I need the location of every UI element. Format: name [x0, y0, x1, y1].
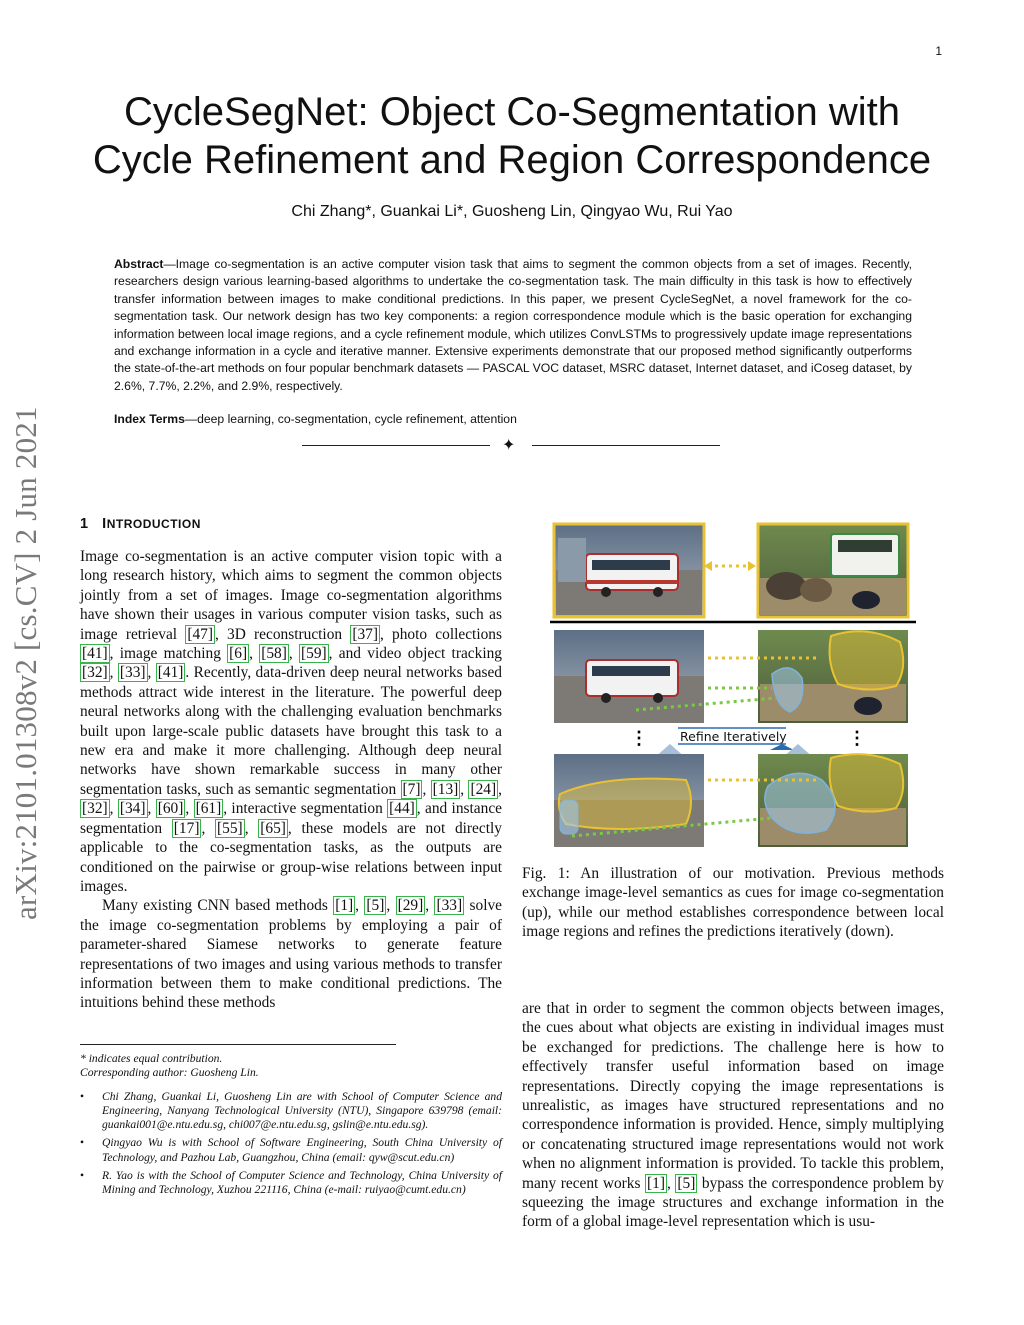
figure-1-caption: Fig. 1: An illustration of our motivation. Previous methods exchange image-level semantics as cues for image co-segmentation (up), while our method establishes correspondence between local image regions and refines the predictions iteratively (down). — [522, 865, 944, 941]
index-terms-text: —deep learning, co-segmentation, cycle refinement, attention — [184, 412, 517, 426]
bullet-icon: • — [80, 1136, 85, 1150]
citation-link[interactable]: [32] — [82, 664, 108, 682]
divider-line-left — [302, 445, 490, 446]
footnote-corresponding-author: Corresponding author: Guosheng Lin. — [80, 1066, 259, 1080]
citation-link[interactable]: [41] — [82, 645, 108, 663]
divider-line-right — [532, 445, 720, 446]
index-terms — [114, 412, 912, 426]
footnote-affiliation: • Qingyao Wu is with School of Software Engineering, South China University of Technology, and Pazhou Lab, Guangzhou, China (email: qyw@scut.edu.cn) — [80, 1136, 502, 1164]
citation-link[interactable]: [33] — [436, 897, 463, 915]
footnotes — [80, 1052, 502, 1198]
section-divider — [302, 436, 722, 454]
citation-link[interactable]: [59] — [301, 645, 327, 663]
image-bus-depot-top — [554, 524, 704, 617]
arrow-head-icon — [748, 561, 756, 571]
citation-link[interactable]: [6] — [229, 645, 248, 663]
bullet-icon: • — [80, 1089, 85, 1103]
divider-star-icon: ✦ — [502, 437, 516, 454]
citation-link[interactable]: [5] — [677, 1174, 696, 1192]
footnote-rule — [80, 1044, 396, 1045]
arxiv-identifier[interactable]: arXiv:2101.01308v2 [cs.CV] 2 Jun 2021 — [8, 406, 43, 920]
citation-link[interactable]: [24] — [470, 780, 497, 798]
refine-arrow-icon — [770, 744, 794, 750]
intro-paragraph-2: Many existing CNN based methods [1] , [5] , [29] , [33] solve the image co-segmentation problems by employing a pair of parameter-shared Siamese networks to generate feature representations of two images and using various methods to transfer information between them to make conditional predictions. The intuitions behind these methods — [80, 897, 503, 1012]
figure-1 — [546, 518, 920, 854]
citation-link[interactable]: [5] — [366, 897, 385, 915]
image-people-bus-mid — [758, 630, 908, 723]
citation-link[interactable]: [1] — [647, 1174, 665, 1192]
citation-link[interactable]: [65] — [260, 819, 286, 837]
citation-link[interactable]: [17] — [173, 819, 200, 837]
footnote-affiliation: • R. Yao is with the School of Computer Science and Technology, China University of Mining and Technology, Xuzhou 221116, China (e-mail: ruiyao@cumt.edu.cn) — [80, 1169, 502, 1197]
right-column-body: are that in order to segment the common objects between images, the cues about what objects are existing in individual images must be exchanged for predictions. The challenge here is how to effectively transfer useful information based on image representations. Directly copying the image representations is unrealistic, as images have structured representations and no correspondence information is provided. Hence, simply multiplying or concatenating structured image representations would not work when no alignment information is provided. To tackle this problem, many recent works [1] , [5] bypass the correspondence problem by squeezing the image structures and exchange information in the form of a global image-level representation which is usu- — [522, 1000, 944, 1231]
citation-link[interactable]: [33] — [119, 664, 146, 682]
image-people-bus-top — [758, 524, 908, 617]
citation-link[interactable]: [32] — [82, 800, 108, 818]
refine-iteratively-label: Refine Iteratively — [680, 729, 787, 744]
citation-link[interactable]: [34] — [119, 800, 146, 818]
index-terms-label: Index Terms — [114, 412, 185, 426]
citation-link[interactable]: [55] — [217, 819, 243, 837]
image-bus-depot-bottom — [554, 754, 704, 847]
section-heading-introduction — [80, 516, 201, 532]
paper-title — [60, 88, 964, 184]
citation-link[interactable]: [60] — [157, 800, 184, 818]
author-list: Chi Zhang*, Guankai Li*, Guosheng Lin, Qingyao Wu, Rui Yao — [291, 203, 733, 220]
footnote-affiliation: • Chi Zhang, Guankai Li, Guosheng Lin are with School of Computer Science and Engineering, Nanyang Technological University (NTU), Singapore 639798 (email: guankai001@e.ntu.edu.sg, chi007@e.ntu.edu.sg, gslin@e.ntu.edu.sg). — [80, 1089, 502, 1132]
abstract — [114, 256, 912, 395]
citation-link[interactable]: [47] — [187, 625, 213, 643]
image-bus-depot-mid — [554, 630, 704, 723]
bullet-icon: • — [80, 1169, 85, 1183]
section-number: 1 — [80, 516, 89, 532]
citation-link[interactable]: [7] — [402, 780, 421, 798]
ellipsis-icon: ⋮ — [848, 728, 866, 748]
abstract-text: —Image co-segmentation is an active computer vision task that aims to segment the common objects from a set of images. Recently, researchers design various learning-based algorithms to undertake the co-segmentation task. The main difficulty in this task is how to effectively transfer information between images to make conditional predictions. In this paper, we present CycleSegNet, a novel framework for the co-segmentation task. Our network design has two key components: a region correspondence module which is the basic operation for exchanging information between local image regions, and a cycle refinement module, which utilizes ConvLSTMs to progressively update image representations and exchange information in a cycle and iterative manner. Extensive experiments demonstrate that our proposed method significantly outperforms the state-of-the-art methods on four popular benchmark datasets — PASCAL VOC dataset, MSRC dataset, Internet dataset, and iCoseg dataset, by 2.6%, 7.7%, 2.2%, and 2.9%, respectively. — [114, 257, 912, 393]
citation-link[interactable]: [37] — [352, 625, 378, 643]
citation-link[interactable]: [13] — [432, 780, 459, 798]
abstract-label: Abstract — [114, 257, 164, 271]
intro-paragraph-1: Image co-segmentation is an active computer vision topic with a long research history, which aims to segment the common objects jointly from a set of images. Image co-segmentation algorithms have shown their usages in various computer vision tasks, such as image retrieval [47] , 3D reconstruction [37] , photo collections [41] , image matching [6] , [58] , [59] , and video object tracking [32] , [33] , [41] . Recently, data-driven deep neural networks based methods attract wide interest in the literature. The powerful deep neural networks along with the challenging evaluation benchmarks built upon large-scale public datasets have brought this task to a new era and make it more challenging. Although deep neural networks have shown remarkable success in many other segmentation tasks, such as semantic segmentation [7] , [13] , [24] , [32] , [34] , [60] , [61] , interactive segmentation [44] , and instance segmentation [17] , [55] , [65] , these models are not directly applicable to the co-segmentation tasks, as the outputs are conditioned on the pairwise or group-wise relations between input images. — [80, 548, 503, 895]
section-title-rest: NTRODUCTION — [106, 517, 201, 531]
ellipsis-icon: ⋮ — [630, 728, 648, 748]
image-people-bus-bottom — [758, 754, 908, 847]
page-number: 1 — [935, 44, 942, 58]
left-column-body — [80, 547, 502, 1013]
citation-link[interactable]: [29] — [397, 897, 424, 915]
citation-link[interactable]: [58] — [261, 645, 287, 663]
section-first-letter: I — [102, 516, 107, 532]
citation-link[interactable]: [41] — [157, 664, 184, 682]
citation-link[interactable]: [1] — [335, 897, 354, 915]
title-line-1: CycleSegNet: Object Co-Segmentation with — [124, 90, 900, 134]
citation-link[interactable]: [61] — [195, 800, 222, 818]
figure-1-illustration — [546, 518, 920, 854]
title-line-2: Cycle Refinement and Region Correspondence — [92, 138, 932, 182]
footnote-equal-contribution: * indicates equal contribution. — [80, 1052, 223, 1065]
citation-link[interactable]: [44] — [389, 800, 415, 818]
